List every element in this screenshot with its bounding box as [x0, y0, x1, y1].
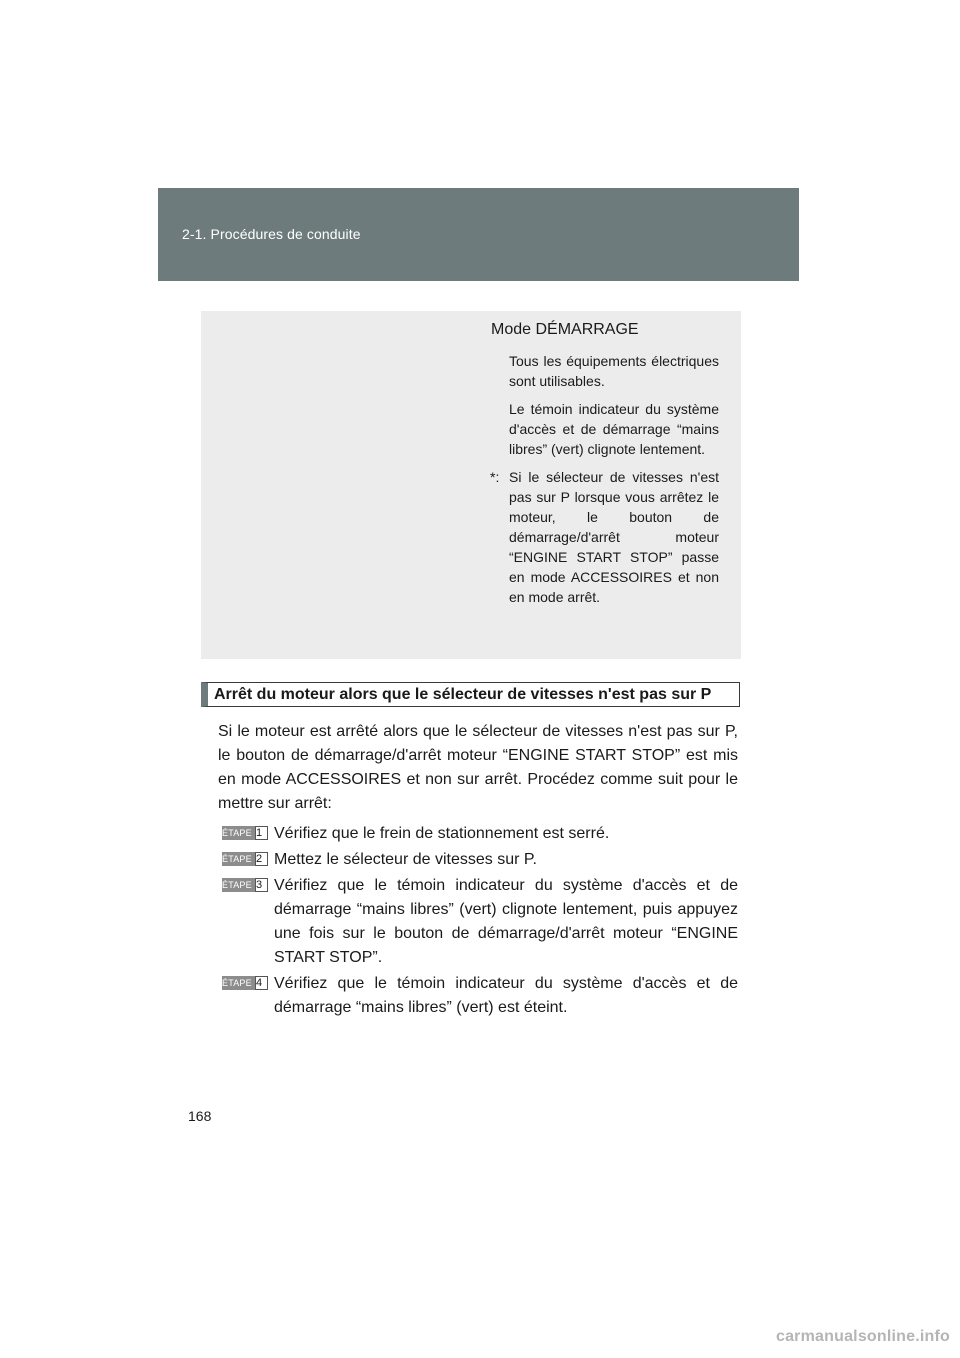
section-title: 2-1. Procédures de conduite: [182, 226, 361, 242]
step-text: Vérifiez que le témoin indicateur du système d'accès et de démarrage “mains libres” (vert) clignote lentement, puis appuyez une fois sur le bouton de démarrage/d'arrêt moteur “ENGINE START STOP”.: [274, 877, 738, 966]
step-label: ÉTAPE: [222, 826, 255, 840]
step-label: ÉTAPE: [222, 852, 255, 866]
step-number: 1: [255, 826, 268, 840]
info-column: [491, 321, 719, 607]
page-number: 168: [188, 1108, 212, 1124]
step-list: [222, 822, 738, 1022]
step-badge: [222, 826, 270, 840]
footnote-text: Si le sélecteur de vitesses n'est pas sur P lorsque vous arrêtez le moteur, le bouton de démarrage/d'arrêt moteur “ENGINE START STOP” passe en mode ACCESSOIRES et non en mode arrêt.: [509, 469, 719, 605]
step-number: 4: [255, 976, 268, 990]
intro-paragraph: Si le moteur est arrêté alors que le sélecteur de vitesses n'est pas sur P, le bouton de démarrage/d'arrêt moteur “ENGINE START STOP” est mis en mode ACCESSOIRES et non sur arrêt. Procédez comme suit pour le mettre sur arrêt:: [218, 723, 738, 812]
step-item: [222, 848, 738, 872]
step-item: [222, 822, 738, 846]
info-paragraph: Le témoin indicateur du système d'accès et de démarrage “mains libres” (vert) clignote lentement.: [509, 401, 719, 457]
step-badge: [222, 852, 270, 866]
step-text: Vérifiez que le témoin indicateur du système d'accès et de démarrage “mains libres” (vert) est éteint.: [274, 975, 738, 1016]
step-badge: [222, 878, 270, 892]
step-item: [222, 972, 738, 1020]
footnote-mark: *:: [490, 469, 500, 485]
step-label: ÉTAPE: [222, 878, 255, 892]
watermark-text: carmanualsonline.info: [775, 1328, 950, 1345]
step-number: 3: [255, 878, 268, 892]
info-paragraph: Tous les équipements électriques sont utilisables.: [509, 353, 719, 389]
info-box: [201, 311, 741, 659]
footnote: [490, 467, 719, 607]
step-text: Mettez le sélecteur de vitesses sur P.: [274, 851, 537, 868]
mode-title: Mode DÉMARRAGE: [491, 321, 639, 338]
chapter-header: [158, 188, 799, 281]
step-badge: [222, 976, 270, 990]
step-item: [222, 874, 738, 970]
step-text: Vérifiez que le frein de stationnement est serré.: [274, 825, 610, 842]
section-heading: Arrêt du moteur alors que le sélecteur de vitesses n'est pas sur P: [201, 682, 740, 707]
step-number: 2: [255, 852, 268, 866]
step-label: ÉTAPE: [222, 976, 255, 990]
